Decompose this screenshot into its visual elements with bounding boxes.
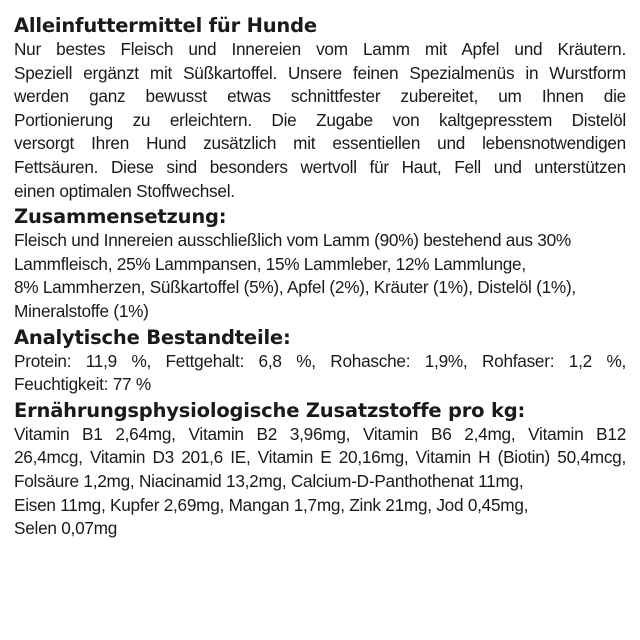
description-line: versorgt Ihren Hund zusätzlich mit essentiellen und lebensnotwendigen	[14, 133, 626, 154]
product-description	[14, 38, 626, 203]
description-line: Nur bestes Fleisch und Innereien vom Lamm mit Apfel und Kräutern.	[14, 39, 626, 59]
additives-line: Vitamin B1 2,64mg, Vitamin B2 3,96mg, Vitamin B6 2,4mg, Vitamin B12	[14, 423, 626, 444]
additives-heading: Ernährungsphysiologische Zusatzstoffe pro kg:	[14, 398, 526, 422]
description-line: Speziell ergänzt mit Süßkartoffel. Unsere feinen Spezialmenüs in Wurstform	[14, 62, 626, 83]
composition-text	[14, 229, 626, 323]
additives-line: Selen 0,07mg	[14, 518, 118, 539]
description-line: einen optimalen Stoffwechsel.	[14, 180, 235, 201]
product-title: Alleinfuttermittel für Hunde	[14, 14, 317, 37]
composition-line: 8% Lammherzen, Süßkartoffel (5%), Apfel (2%), Kräuter (1%), Distelöl (1%),	[14, 277, 576, 298]
additives-text	[14, 423, 626, 541]
analytical-line: Protein: 11,9 %, Fettgehalt: 6,8 %, Rohasche: 1,9%, Rohfaser: 1,2 %,	[14, 350, 626, 371]
composition-line: Mineralstoffe (1%)	[14, 300, 149, 321]
analytical-heading: Analytische Bestandteile:	[14, 325, 291, 349]
analytical-line: Feuchtigkeit: 77 %	[14, 374, 151, 395]
description-line: werden ganz bewusst etwas schnittfester zubereitet, um Ihnen die	[14, 86, 626, 107]
additives-line: 26,4mcg, Vitamin D3 201,6 IE, Vitamin E 20,16mg, Vitamin H (Biotin) 50,4mcg,	[14, 447, 626, 468]
description-line: Fettsäuren. Diese sind besonders wertvoll für Haut, Fell und unterstützen	[14, 156, 626, 177]
composition-heading: Zusammensetzung:	[14, 205, 227, 229]
composition-line: Fleisch und Innereien ausschließlich vom Lamm (90%) bestehend aus 30%	[14, 230, 571, 251]
analytical-text	[14, 350, 626, 397]
description-line: Portionierung zu erleichtern. Die Zugabe von kaltgepresstem Distelöl	[14, 109, 626, 130]
product-label-text	[14, 14, 626, 541]
additives-line: Folsäure 1,2mg, Niacinamid 13,2mg, Calcium-D-Panthothenat 11mg,	[14, 470, 524, 491]
composition-line: Lammfleisch, 25% Lammpansen, 15% Lammleber, 12% Lammlunge,	[14, 253, 526, 274]
additives-line: Eisen 11mg, Kupfer 2,69mg, Mangan 1,7mg, Zink 21mg, Jod 0,45mg,	[14, 494, 529, 515]
